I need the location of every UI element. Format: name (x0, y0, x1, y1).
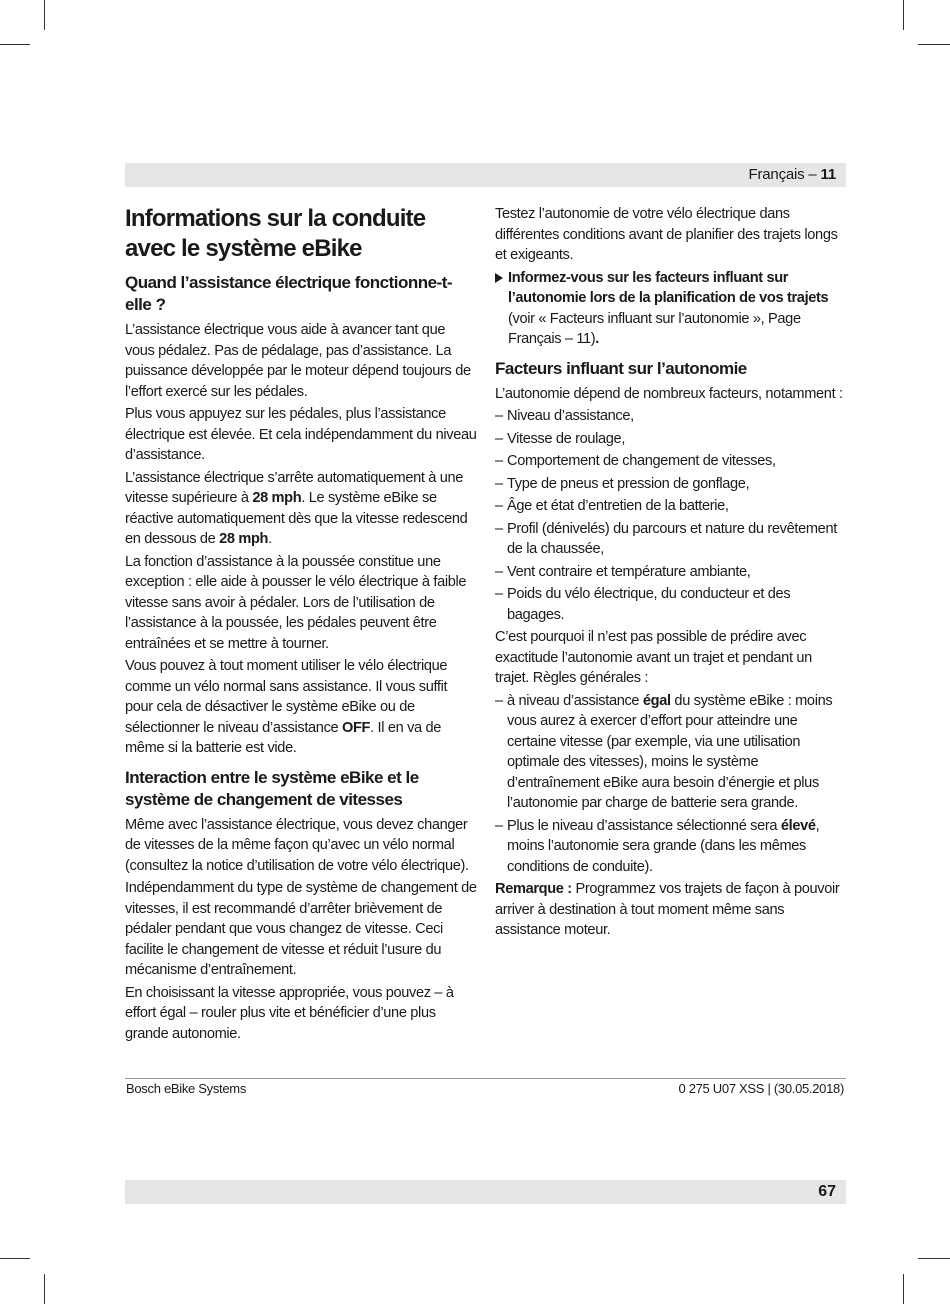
paragraph: La fonction d’assistance à la poussée constitue une exception : elle aide à pousser le vélo électrique à faible vitesse sans avoir à pédaler. Lors de l’utilisation de l’assistance à la poussée, les pédales peuvent être entraînées et se mettre à tourner. (125, 553, 467, 652)
footer-company: Bosch eBike Systems (126, 1081, 247, 1096)
paragraph: Même avec l’assistance électrique, vous devez changer de vitesses de la même façon qu’avec un vélo normal (consultez la notice d’utilisation de votre vélo électrique). (125, 816, 469, 874)
heading-gear-interaction: Interaction entre le système eBike et le système de changement de vitesses (125, 767, 419, 809)
list-item: – Poids du vélo électrique, du conducteur et des bagages. (495, 584, 847, 625)
factors-list (495, 406, 847, 625)
page-number: 67 (818, 1183, 836, 1200)
paragraph: C’est pourquoi il n’est pas possible de prédire avec exactitude l’autonomie avant un trajet et pendant un trajet. Règles générales : (495, 629, 812, 686)
paragraph: L’assistance électrique vous aide à avancer tant que vous pédalez. Pas de pédalage, pas d’assistance. La puissance développée par le moteur dépend toujours de l’effort exercé sur les pédales. (125, 322, 471, 400)
list-item: – Vent contraire et température ambiante, (495, 562, 847, 583)
paragraph-speed-limit: L’assistance électrique s’arrête automatiquement à une vitesse supérieure à 28 mph. Le système eBike se réactive automatiquement dès que la vitesse redescend en dessous de 28 mph. (125, 469, 468, 547)
page-header (125, 163, 846, 187)
paragraph: Testez l’autonomie de votre vélo électrique dans différentes conditions avant de planifier des trajets longs et exigeants. (495, 206, 838, 263)
triangle-arrow-icon (495, 273, 503, 283)
list-item: – Âge et état d’entretien de la batterie, (495, 496, 847, 517)
crop-mark (903, 0, 904, 30)
paragraph: En choisissant la vitesse appropriée, vous pouvez – à effort égal – rouler plus vite et bénéficier d’une plus grande autonomie. (125, 984, 454, 1042)
paragraph: Indépendamment du type de système de changement de vitesses, il est recommandé d’arrêter brièvement de pédaler pendant que vous changez de vitesse. Ceci facilite le changement de vitesse et réduit l’usure du mécanisme d’entraînement. (125, 880, 477, 978)
crop-mark (0, 44, 30, 45)
header-page-number: 11 (820, 166, 836, 183)
crop-mark (44, 1274, 45, 1304)
header-section (749, 165, 836, 185)
crop-mark (0, 1258, 30, 1259)
crop-mark (44, 0, 45, 30)
list-item: – Vitesse de roulage, (495, 429, 847, 450)
note-paragraph: Remarque : Programmez vos trajets de façon à pouvoir arriver à destination à tout moment même sans assistance moteur. (495, 881, 840, 938)
crop-mark (903, 1274, 904, 1304)
heading-range-factors: Facteurs influant sur l’autonomie (495, 358, 747, 378)
paragraph: Plus vous appuyez sur les pédales, plus l’assistance électrique est élevée. Et cela indépendamment du niveau d’assistance. (125, 406, 477, 463)
heading-assistance-when: Quand l’assistance électrique fonctionne-t-elle ? (125, 273, 453, 314)
list-item: – Plus le niveau d’assistance sélectionné sera élevé, moins l’autonomie sera grande (dans les mêmes conditions de conduite). (495, 816, 847, 878)
list-item: – Comportement de changement de vitesses, (495, 451, 847, 472)
list-item: – Profil (dénivelés) du parcours et nature du revêtement de la chaussée, (495, 519, 847, 560)
action-instruction: Informez-vous sur les facteurs influant sur l’autonomie lors de la planification de vos trajets (voir « Facteurs influant sur l’autonomie », Page Français – 11). (495, 268, 847, 350)
page-number-bar (125, 1180, 846, 1204)
main-heading: Informations sur la conduite avec le système eBike (125, 205, 426, 262)
header-section-label: Français – (748, 166, 817, 183)
paragraph: L’autonomie dépend de nombreux facteurs, notamment : (495, 385, 843, 402)
crop-mark (918, 1258, 950, 1259)
left-column (125, 204, 477, 1046)
list-item: – Type de pneus et pression de gonflage, (495, 474, 847, 495)
footer-divider (125, 1078, 846, 1079)
list-item: – Niveau d’assistance, (495, 406, 847, 427)
crop-mark (918, 44, 950, 45)
right-column (495, 204, 847, 943)
list-item: – à niveau d’assistance égal du système eBike : moins vous aurez à exercer d’effort pour atteindre une certaine vitesse (par exemple, via une utilisation optimale des vitesses), moins le système d’entraînement eBike aura besoin d’énergie et plus l’autonomie par charge de batterie sera grande. (495, 691, 847, 814)
rules-list (495, 691, 847, 878)
paragraph-off-mode: Vous pouvez à tout moment utiliser le vélo électrique comme un vélo normal sans assistance. Il vous suffit pour cela de désactiver le système eBike ou de sélectionner le niveau d’assistance OFF. Il en va de même si la batterie est vide. (125, 658, 448, 756)
footer-document-id: 0 275 U07 XSS | (30.05.2018) (678, 1081, 844, 1096)
